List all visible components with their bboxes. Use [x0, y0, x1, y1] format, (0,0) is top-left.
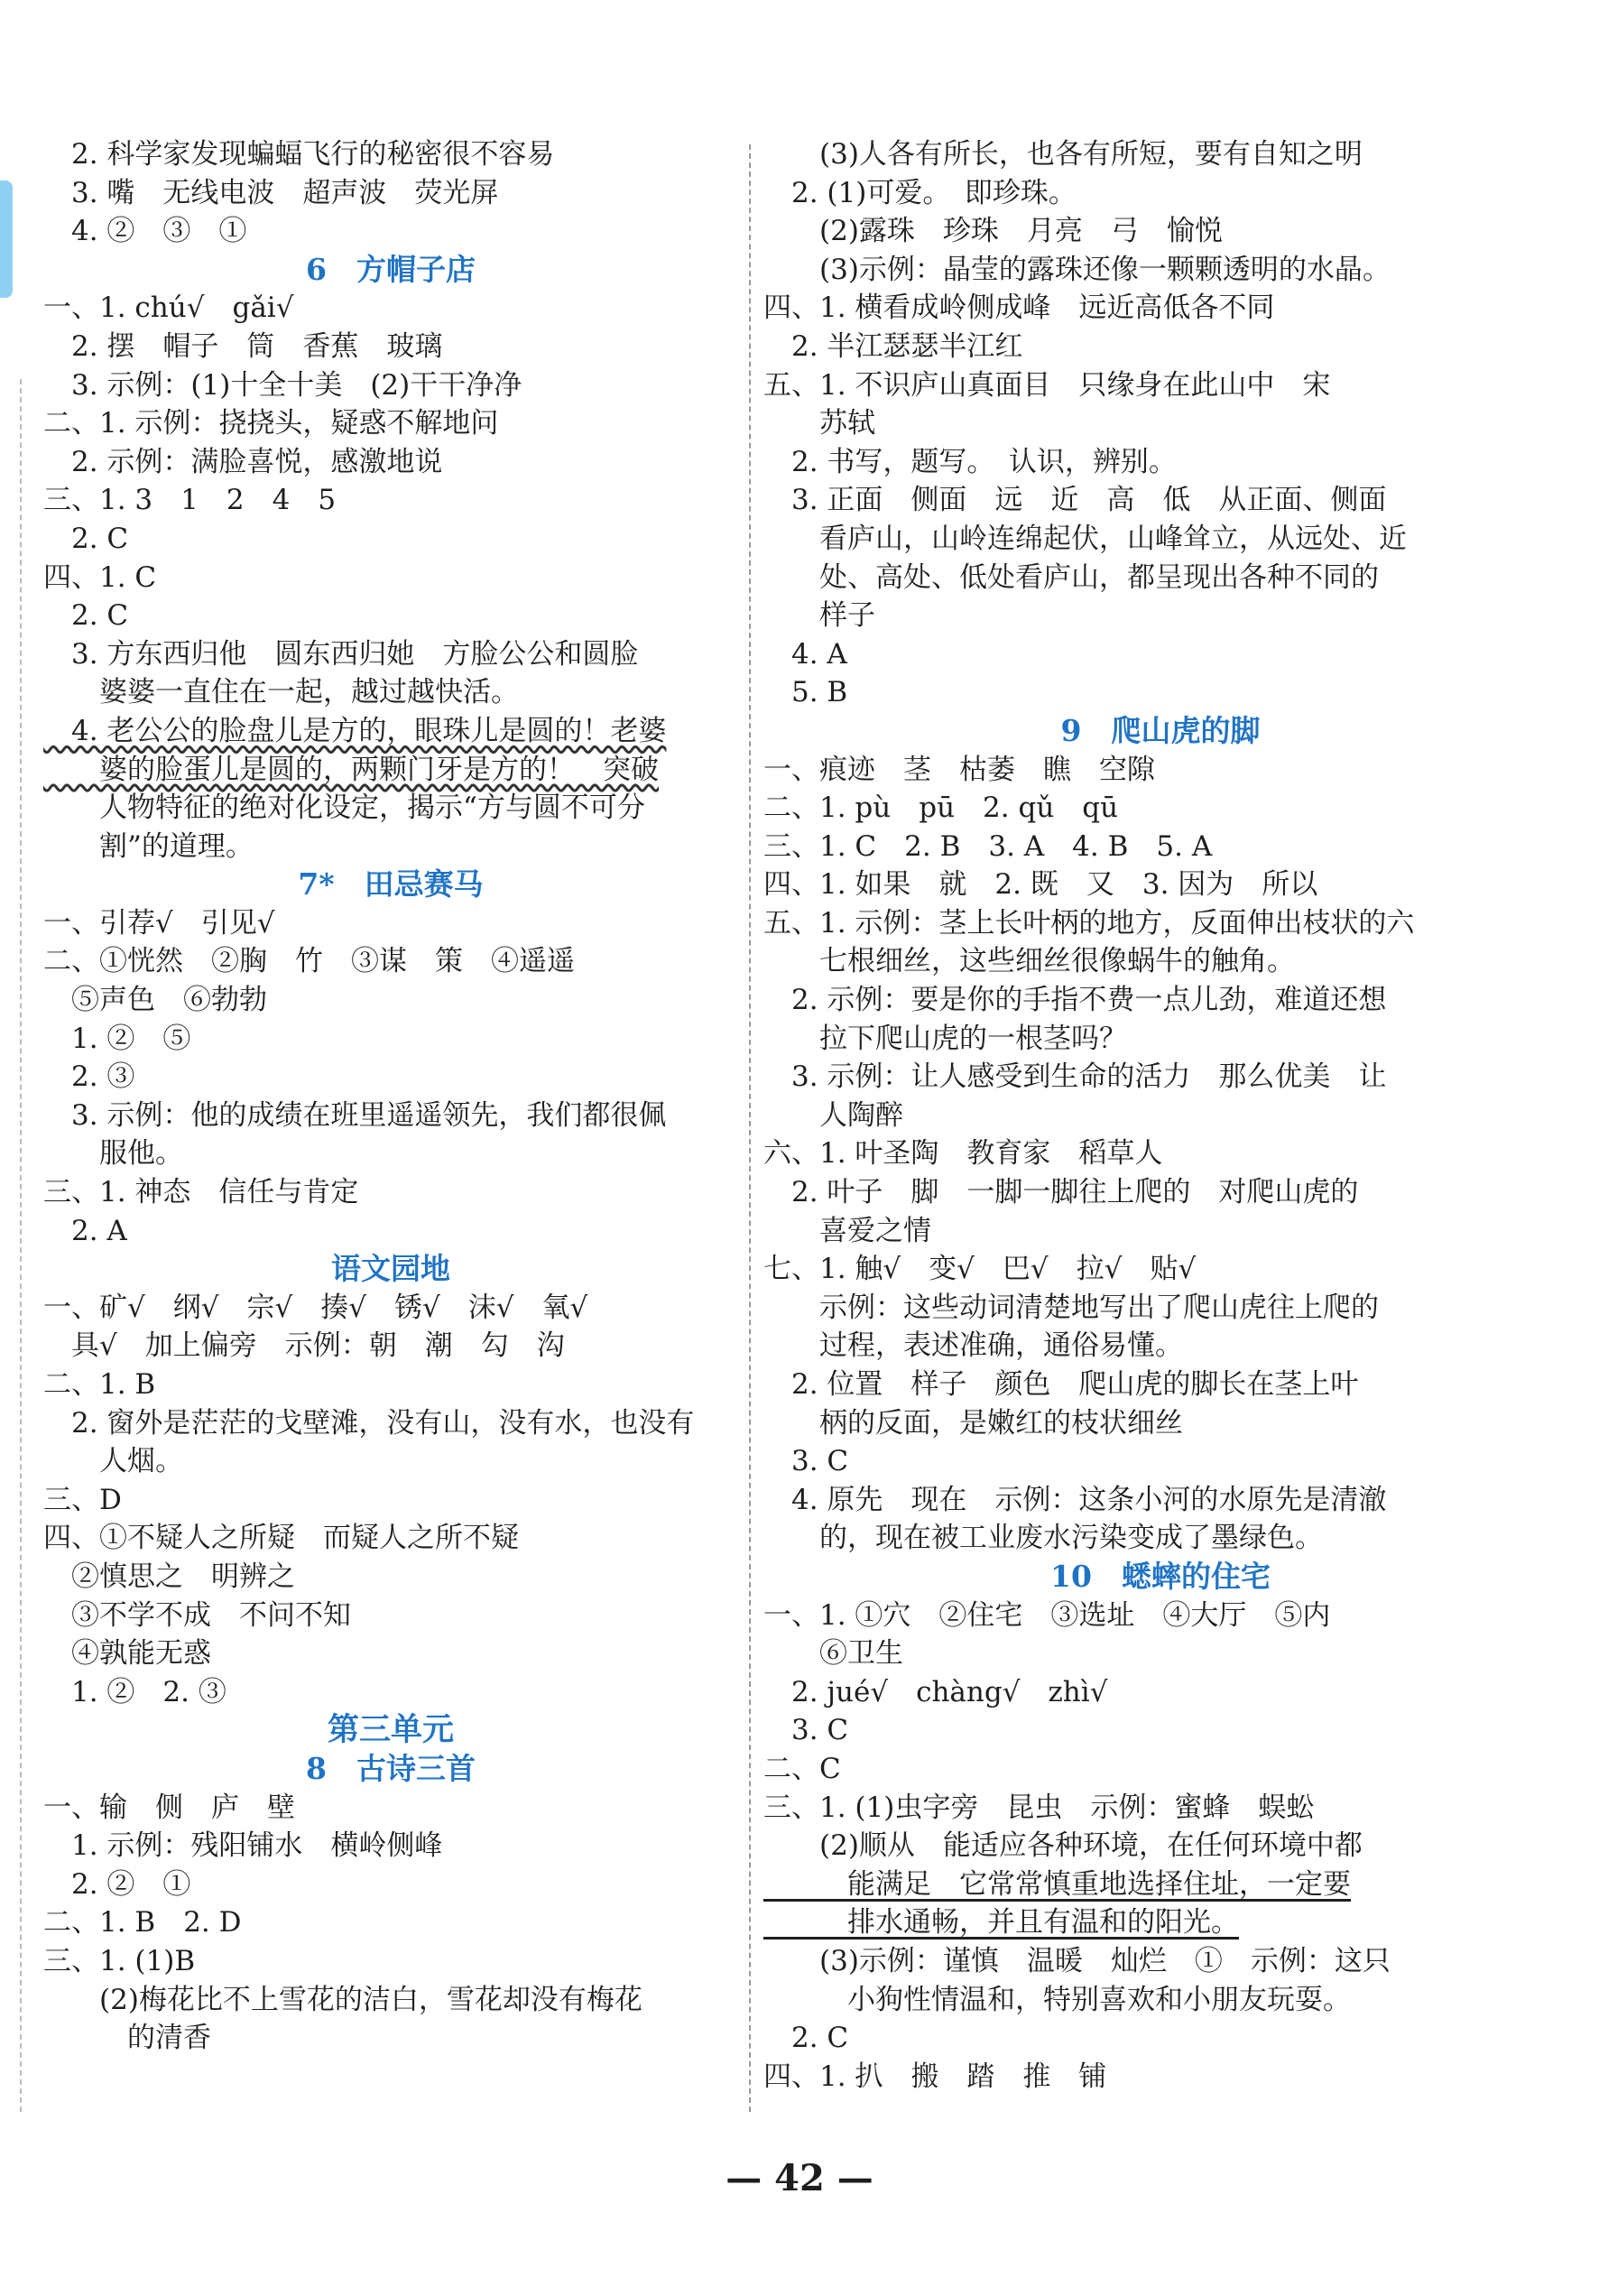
answer-line: (3)人各有所长，也各有所短，要有自知之明 [763, 138, 1363, 171]
answer-line: (2)露珠 珍珠 月亮 弓 愉悦 [763, 215, 1223, 248]
answer-line: 五、1. 不识庐山真面目 只缘身在此山中 宋 [763, 368, 1331, 402]
answer-line: 四、1. 扒 搬 踏 推 铺 [763, 2060, 1107, 2093]
section-heading: 第三单元 [327, 1711, 454, 1749]
answer-line: 七、1. 触√ 变√ 巴√ 拉√ 贴√ [763, 1253, 1197, 1286]
answer-line: 四、1. 如果 就 2. 既 又 3. 因为 所以 [763, 868, 1318, 902]
answer-line: 1. ② 2. ③ [43, 1675, 226, 1708]
answer-line [43, 712, 738, 751]
answer-line: 5. B [763, 676, 848, 709]
answer-line: 3. C [763, 1445, 849, 1478]
answer-line: 人陶醉 [763, 1098, 903, 1132]
section-heading: 9 爬山虎的脚 [1060, 712, 1261, 748]
answer-line: 六、1. 叶圣陶 教育家 稻草人 [763, 1137, 1163, 1171]
answer-line: 七根细丝，这些细丝很像蜗牛的触角。 [763, 945, 1295, 978]
answer-line: 一、输 侧 庐 壁 [43, 1791, 295, 1824]
answer-line: 二、1. B 2. D [43, 1906, 242, 1940]
right-column [763, 135, 1557, 2096]
answer-line: 一、痕迹 茎 枯萎 瞧 空隙 [763, 753, 1155, 786]
answer-line: 2. A [43, 1214, 127, 1247]
answer-line: 3. 方东西归他 圆东西归她 方脸公公和圆脸 [43, 637, 639, 671]
answer-line: 2. 示例：满脸喜悦，感激地说 [43, 445, 443, 478]
answer-line: ③不学不成 不问不知 [43, 1598, 351, 1632]
answer-line: 苏轼 [763, 407, 875, 440]
left-column [43, 135, 738, 2058]
answer-line: 2. 半江瑟瑟半江红 [763, 329, 1023, 363]
answer-line: ⑥卫生 [763, 1637, 903, 1671]
answer-line: 五、1. 示例：茎上长叶柄的地方，反面伸出枝状的六 [763, 906, 1415, 940]
answer-line: 割”的道理。 [43, 829, 254, 863]
answer-line: 1. ② ⑤ [43, 1022, 191, 1055]
section-heading: 10 蟋蟀的住宅 [1050, 1558, 1271, 1594]
column-divider [749, 144, 751, 2112]
answer-line: 看庐山，山岭连绵起伏，山峰耸立，从远处、近 [763, 522, 1407, 555]
answer-line: 四、1. C [43, 560, 157, 594]
answer-line: 三、D [43, 1483, 122, 1516]
answer-line [763, 1903, 1557, 1942]
answer-line: 1. 示例：残阳铺水 横岭侧峰 [43, 1829, 443, 1863]
underlined-text: 能满足 它常常慎重地选择住址，一定要 [763, 1867, 1351, 1901]
answer-line: 3. 嘴 无线电波 超声波 荧光屏 [43, 176, 499, 209]
section-heading: 7* 田忌赛马 [298, 866, 484, 903]
answer-line: 二、C [763, 1752, 841, 1785]
answer-line: 三、1. (1)B [43, 1944, 196, 1977]
answer-line: 示例：这些动词清楚地写出了爬山虎往上爬的 [763, 1291, 1379, 1324]
answer-line: (3)示例：谨慎 温暖 灿烂 ① 示例：这只 [763, 1944, 1391, 1977]
answer-line: 2. ② ① [43, 1867, 191, 1901]
answer-line: 3. 正面 侧面 远 近 高 低 从正面、侧面 [763, 484, 1387, 517]
answer-line: 2. C [43, 599, 129, 633]
answer-line: 的，现在被工业废水污染变成了墨绿色。 [763, 1522, 1323, 1555]
answer-line: 2. C [43, 522, 129, 555]
answer-line: 二、①恍然 ②胸 竹 ③谋 策 ④遥遥 [43, 945, 575, 978]
answer-line [763, 1866, 1557, 1904]
answer-line: 二、1. 示例：挠挠头，疑惑不解地问 [43, 407, 499, 440]
answer-line: 4. A [763, 637, 847, 671]
side-tab-marker [0, 181, 13, 298]
answer-line: 一、矿√ 纲√ 宗√ 揍√ 锈√ 沫√ 氧√ [43, 1291, 588, 1324]
answer-line: 一、引荐√ 引见√ [43, 906, 275, 940]
answer-line: 小狗性情温和，特别喜欢和小朋友玩耍。 [763, 1983, 1351, 2016]
answer-line: 2. 示例：要是你的手指不费一点儿劲，难道还想 [763, 984, 1387, 1017]
answer-line: ②慎思之 明辨之 [43, 1560, 295, 1593]
left-margin-dashes [20, 379, 22, 2112]
answer-line: 婆婆一直住在一起，越过越快活。 [43, 676, 519, 709]
wavy-underlined-text: 4. 老公公的脸盘儿是方的，眼珠儿是圆的！老婆 [43, 714, 667, 747]
answer-line: 三、1. (1)虫字旁 昆虫 示例：蜜蜂 蜈蚣 [763, 1791, 1315, 1824]
answer-line: 4. 原先 现在 示例：这条小河的水原先是清澈 [763, 1483, 1387, 1516]
section-heading: 语文园地 [331, 1251, 450, 1287]
answer-line: 3. 示例：(1)十全十美 (2)干干净净 [43, 368, 522, 402]
answer-line: 二、1. pù pū 2. qǔ qū [763, 792, 1119, 825]
answer-line: (2)顺从 能适应各种环境，在任何环境中都 [763, 1829, 1363, 1863]
answer-line: 人烟。 [43, 1445, 183, 1478]
answer-line: ⑤声色 ⑥勃勃 [43, 984, 267, 1017]
answer-line [43, 751, 738, 790]
answer-line: (3)示例：晶莹的露珠还像一颗颗透明的水晶。 [763, 253, 1391, 286]
answer-line: 样子 [763, 599, 875, 633]
answer-line: 4. ② ③ ① [43, 215, 247, 248]
underlined-text: 排水通畅，并且有温和的阳光。 [763, 1906, 1239, 1940]
answer-line: 3. 示例：他的成绩在班里遥遥领先，我们都很佩 [43, 1098, 667, 1132]
answer-line: 喜爱之情 [763, 1214, 931, 1247]
answer-line: 一、1. ①穴 ②住宅 ③选址 ④大厅 ⑤内 [763, 1598, 1331, 1632]
answer-line: 过程，表述准确，通俗易懂。 [763, 1329, 1183, 1363]
answer-line: 三、1. C 2. B 3. A 4. B 5. A [763, 829, 1213, 863]
answer-line: 三、1. 3 1 2 4 5 [43, 484, 337, 517]
answer-line: 三、1. 神态 信任与肯定 [43, 1176, 359, 1209]
wavy-underlined-text: 婆的脸蛋儿是圆的，两颗门牙是方的！ 突破 [43, 753, 659, 786]
answer-line: 服他。 [43, 1137, 183, 1171]
answer-line: 人物特征的绝对化设定，揭示“方与圆不可分 [43, 792, 645, 825]
page-number: — 42 — [726, 2157, 873, 2199]
answer-line: 柄的反面，是嫩红的枝状细丝 [763, 1406, 1183, 1440]
answer-line: 2. 科学家发现蝙蝠飞行的秘密很不容易 [43, 138, 555, 171]
answer-line: 拉下爬山虎的一根茎吗？ [763, 1022, 1127, 1055]
answer-line: 处、高处、低处看庐山，都呈现出各种不同的 [763, 560, 1379, 594]
answer-line: 二、1. B [43, 1368, 156, 1401]
answer-line: 四、1. 横看成岭侧成峰 远近高低各不同 [763, 292, 1275, 325]
answer-line: 3. C [763, 1714, 849, 1747]
answer-line: 2. 书写，题写。 认识，辨别。 [763, 445, 1177, 478]
answer-line: 2. 窗外是茫茫的戈壁滩，没有山，没有水，也没有 [43, 1406, 695, 1440]
answer-line: ④孰能无惑 [43, 1637, 211, 1671]
answer-line: 3. 示例：让人感受到生命的活力 那么优美 让 [763, 1060, 1387, 1094]
answer-line: 2. ③ [43, 1060, 135, 1094]
answer-line: 2. C [763, 2022, 849, 2055]
answer-line: 2. 叶子 脚 一脚一脚往上爬的 对爬山虎的 [763, 1176, 1359, 1209]
answer-line: (2)梅花比不上雪花的洁白，雪花却没有梅花 [43, 1983, 642, 2016]
answer-line: 四、①不疑人之所疑 而疑人之所不疑 [43, 1522, 519, 1555]
answer-line: 2. 位置 样子 颜色 爬山虎的脚长在茎上叶 [763, 1368, 1359, 1401]
answer-line: 的清香 [43, 2022, 211, 2055]
section-heading: 8 古诗三首 [306, 1750, 476, 1786]
answer-line: 2. jué√ chàng√ zhì√ [763, 1675, 1108, 1708]
answer-line: 一、1. chú√ gǎi√ [43, 292, 294, 325]
answer-line: 具√ 加上偏旁 示例：朝 潮 勾 沟 [43, 1329, 565, 1363]
answer-line: 2. 摆 帽子 筒 香蕉 玻璃 [43, 329, 443, 363]
section-heading: 6 方帽子店 [306, 251, 476, 287]
answer-line: 2. (1)可爱。 即珍珠。 [763, 176, 1077, 209]
